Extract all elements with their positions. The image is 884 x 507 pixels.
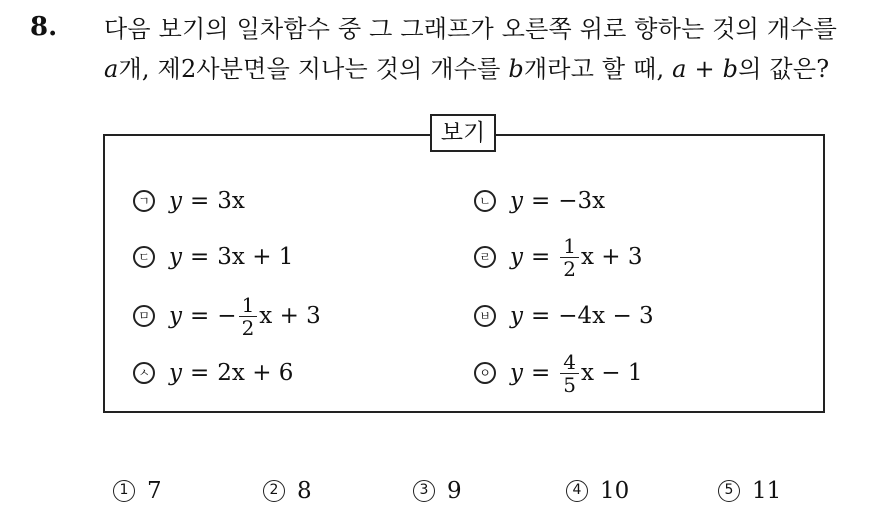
- eq-sign: =: [190, 188, 210, 214]
- circled-marker-icon: ㅇ: [474, 362, 496, 384]
- sum-expression: a + b: [672, 55, 739, 83]
- fraction-numerator: 4: [560, 351, 579, 374]
- eq-sign: =: [531, 244, 551, 270]
- fraction-denominator: 2: [563, 256, 577, 281]
- circled-marker-icon: ㄱ: [133, 190, 155, 212]
- item-siot: [133, 351, 293, 395]
- variable-b: b: [508, 55, 524, 83]
- eq-expr: −3x: [558, 188, 606, 214]
- eq-sign: =: [531, 188, 551, 214]
- equation: [510, 303, 654, 329]
- circled-marker-icon: ㅁ: [133, 305, 155, 327]
- eq-y: y: [169, 360, 182, 386]
- item-mieum: [133, 294, 321, 338]
- choice-5[interactable]: [718, 478, 781, 504]
- choice-4[interactable]: [566, 478, 629, 504]
- item-nieun: [474, 179, 605, 223]
- circled-number-icon: 1: [113, 480, 135, 502]
- fraction-denominator: 2: [241, 315, 255, 340]
- question-text-segment: 개라고 할 때,: [523, 55, 673, 83]
- circled-marker-icon: ㅂ: [474, 305, 496, 327]
- choice-1[interactable]: [113, 478, 162, 504]
- equation: [169, 360, 293, 386]
- equation: [510, 235, 643, 280]
- circled-marker-icon: ㄴ: [474, 190, 496, 212]
- circled-number-icon: 5: [718, 480, 740, 502]
- question-text-segment: 개, 제2사분면을 지나는 것의 개수를: [118, 55, 509, 83]
- choice-value: 10: [600, 478, 630, 504]
- eq-expr: x + 3: [581, 244, 643, 270]
- question-text-segment: 의 값은?: [738, 55, 830, 83]
- circled-number-icon: 4: [566, 480, 588, 502]
- question-text-line-1: 다음 보기의 일차함수 중 그 그래프가 오른쪽 위로 향하는 것의 개수를: [104, 15, 838, 43]
- question-number: 8.: [30, 12, 58, 42]
- eq-y: y: [510, 188, 523, 214]
- choice-2[interactable]: [263, 478, 312, 504]
- circled-marker-icon: ㄹ: [474, 246, 496, 268]
- item-rieul: [474, 235, 643, 279]
- eq-expr: −4x − 3: [558, 303, 654, 329]
- equation: [169, 294, 321, 339]
- eq-y: y: [510, 360, 523, 386]
- eq-y: y: [510, 244, 523, 270]
- circled-marker-icon: ㅅ: [133, 362, 155, 384]
- fraction-numerator: 1: [239, 294, 258, 317]
- eq-sign: =: [190, 244, 210, 270]
- item-digeut: [133, 235, 293, 279]
- equation: [510, 351, 643, 396]
- choice-value: 9: [447, 478, 462, 504]
- eq-y: y: [169, 303, 182, 329]
- circled-marker-icon: ㄷ: [133, 246, 155, 268]
- circled-number-icon: 3: [413, 480, 435, 502]
- variable-a: a: [104, 55, 119, 83]
- fraction: [239, 294, 258, 339]
- answer-choices: [0, 478, 884, 506]
- eq-prefix: −: [217, 303, 237, 329]
- bogi-box-title: 보기: [430, 114, 496, 152]
- choice-value: 11: [752, 478, 782, 504]
- choice-3[interactable]: [413, 478, 462, 504]
- eq-expr: x + 3: [259, 303, 321, 329]
- choice-value: 7: [147, 478, 162, 504]
- equation: [169, 244, 293, 270]
- eq-expr: 2x + 6: [217, 360, 294, 386]
- fraction: [560, 235, 579, 280]
- eq-y: y: [169, 188, 182, 214]
- fraction-numerator: 1: [560, 235, 579, 258]
- equation: [169, 188, 245, 214]
- fraction: [560, 351, 579, 396]
- eq-expr: 3x + 1: [217, 244, 294, 270]
- item-bieup: [474, 294, 654, 338]
- question-text-line-2: [104, 54, 829, 84]
- eq-sign: =: [531, 303, 551, 329]
- eq-expr: x − 1: [581, 360, 643, 386]
- eq-y: y: [169, 244, 182, 270]
- item-giyeok: [133, 179, 245, 223]
- circled-number-icon: 2: [263, 480, 285, 502]
- equation: [510, 188, 605, 214]
- item-ieung: [474, 351, 643, 395]
- eq-sign: =: [190, 360, 210, 386]
- eq-y: y: [510, 303, 523, 329]
- eq-expr: 3x: [217, 188, 245, 214]
- fraction-denominator: 5: [563, 372, 577, 397]
- choice-value: 8: [297, 478, 312, 504]
- eq-sign: =: [190, 303, 210, 329]
- eq-sign: =: [531, 360, 551, 386]
